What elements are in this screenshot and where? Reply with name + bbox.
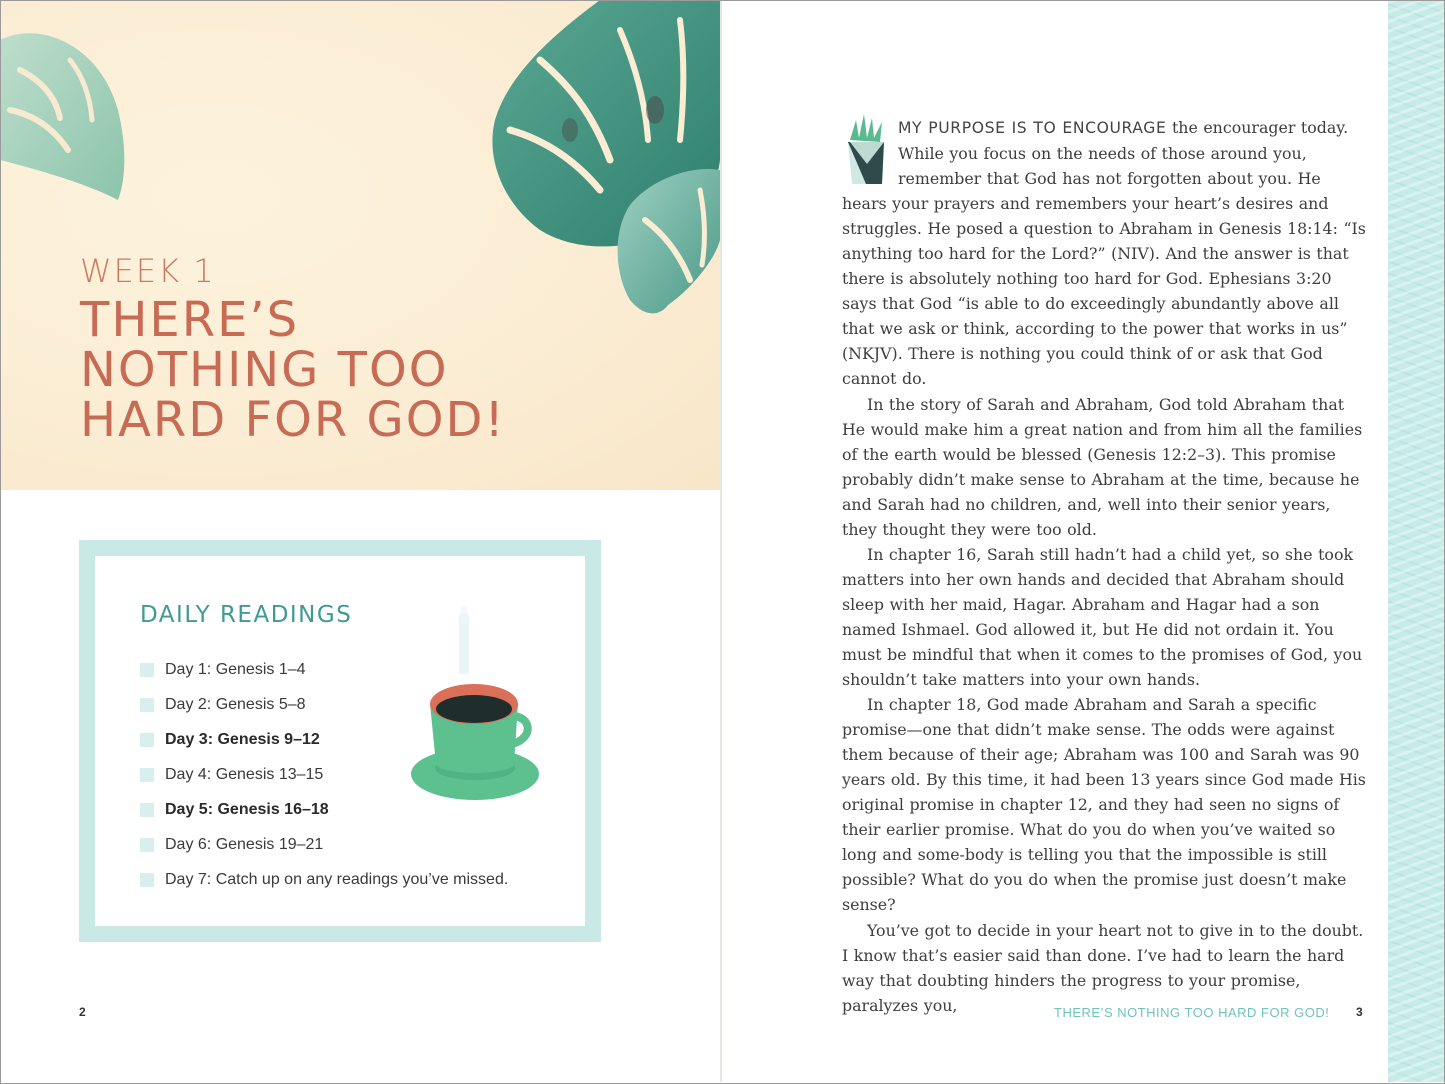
chapter-title-line-1: THERE’S xyxy=(80,292,300,348)
week-label: WEEK 1 xyxy=(80,252,216,290)
daily-readings-box xyxy=(79,540,601,942)
reading-checkbox[interactable] xyxy=(140,873,154,887)
reading-checkbox[interactable] xyxy=(140,698,154,712)
reading-label: Day 4: Genesis 13–15 xyxy=(165,766,324,783)
reading-checkbox[interactable] xyxy=(140,803,154,817)
body-paragraph-1 xyxy=(842,115,1366,392)
reading-item[interactable] xyxy=(140,834,323,856)
paragraph-text: the encourager today. While you focus on the needs of those around you, remember that God has not forgotten about you. He hears your prayers and remembers your heart’s desires and struggles. He posed a question to Abraham in Genesis 18:14: “Is anything too hard for the Lord?” (NIV). And the answer is that there is absolutely nothing too hard for God. Ephesians 3:20 says that God “is able to do exceedingly abundantly above all that we ask or think, according to the power that works in us” (NKJV). There is nothing you could think of or ask that God cannot do. xyxy=(842,118,1366,389)
page-number-right: 3 xyxy=(1356,1005,1363,1019)
body-paragraph-5: You’ve got to decide in your heart not to give in to the doubt. I know that’s easier said than done. I’ve had to learn the hard way that doubting hinders the progress to your promise, paralyzes you, xyxy=(842,920,1364,1015)
reading-label: Day 3: Genesis 9–12 xyxy=(165,731,320,748)
book-spine xyxy=(720,1,722,1082)
chapter-title-line-2: NOTHING TOO xyxy=(80,342,449,398)
chapter-title-line-3: HARD FOR GOD! xyxy=(80,392,506,448)
daily-readings-heading: DAILY READINGS xyxy=(140,602,353,628)
reading-checkbox[interactable] xyxy=(140,838,154,852)
reading-label: Day 2: Genesis 5–8 xyxy=(165,696,306,713)
reading-checkbox[interactable] xyxy=(140,768,154,782)
reading-item[interactable] xyxy=(140,869,508,891)
reading-checkbox[interactable] xyxy=(140,733,154,747)
reading-item[interactable] xyxy=(140,799,329,821)
reading-item[interactable] xyxy=(140,764,323,786)
body-paragraph-2: In the story of Sarah and Abraham, God told Abraham that He would make him a great nation and from him all the families of the earth would be blessed (Genesis 12:2–3). This promise probably didn’t make sense to Abraham at the time, because he and Sarah had no children, and, well into their senior years, they thought they were too old. xyxy=(842,394,1363,539)
reading-item[interactable] xyxy=(140,659,306,681)
reading-item[interactable] xyxy=(140,729,320,751)
running-head: THERE’S NOTHING TOO HARD FOR GOD! xyxy=(1054,1005,1330,1020)
reading-label: Day 5: Genesis 16–18 xyxy=(165,801,329,818)
reading-item[interactable] xyxy=(140,694,306,716)
reading-checkbox[interactable] xyxy=(140,663,154,677)
body-text xyxy=(842,115,1366,1018)
reading-label: Day 1: Genesis 1–4 xyxy=(165,661,306,678)
coffee-cup-icon xyxy=(400,606,550,806)
body-paragraph-3: In chapter 16, Sarah still hadn’t had a child yet, so she took matters into her own hands and decided that Abraham should sleep with her maid, Hagar. Abraham and Hagar had a son named Ishmael. God allowed it, but He did not ordain it. You must be mindful that when it comes to the promises of God, you shouldn’t take matters into your own hands. xyxy=(842,544,1363,690)
body-paragraph-4: In chapter 18, God made Abraham and Sarah a specific promise—one that didn’t make sense. The odds were against them because of their age; Abraham was 100 and Sarah was 90 years old. By this time, it had been 13 years since God made His original promise in chapter 12, and they had seen no signs of their earlier promise. What do you do when you’ve waited so long and some-body is telling you that the impossible is still possible? What do you do when the promise just doesn’t make sense? xyxy=(842,695,1366,915)
chapter-hero-illustration xyxy=(0,0,720,490)
reading-label: Day 7: Catch up on any readings you’ve missed. xyxy=(165,871,509,888)
page-number-left: 2 xyxy=(79,1005,86,1019)
lead-in-smallcaps: MY PURPOSE IS TO ENCOURAGE xyxy=(898,119,1167,137)
reading-label: Day 6: Genesis 19–21 xyxy=(165,836,324,853)
daily-readings-panel xyxy=(95,556,585,926)
teal-page-edge xyxy=(1388,1,1444,1082)
